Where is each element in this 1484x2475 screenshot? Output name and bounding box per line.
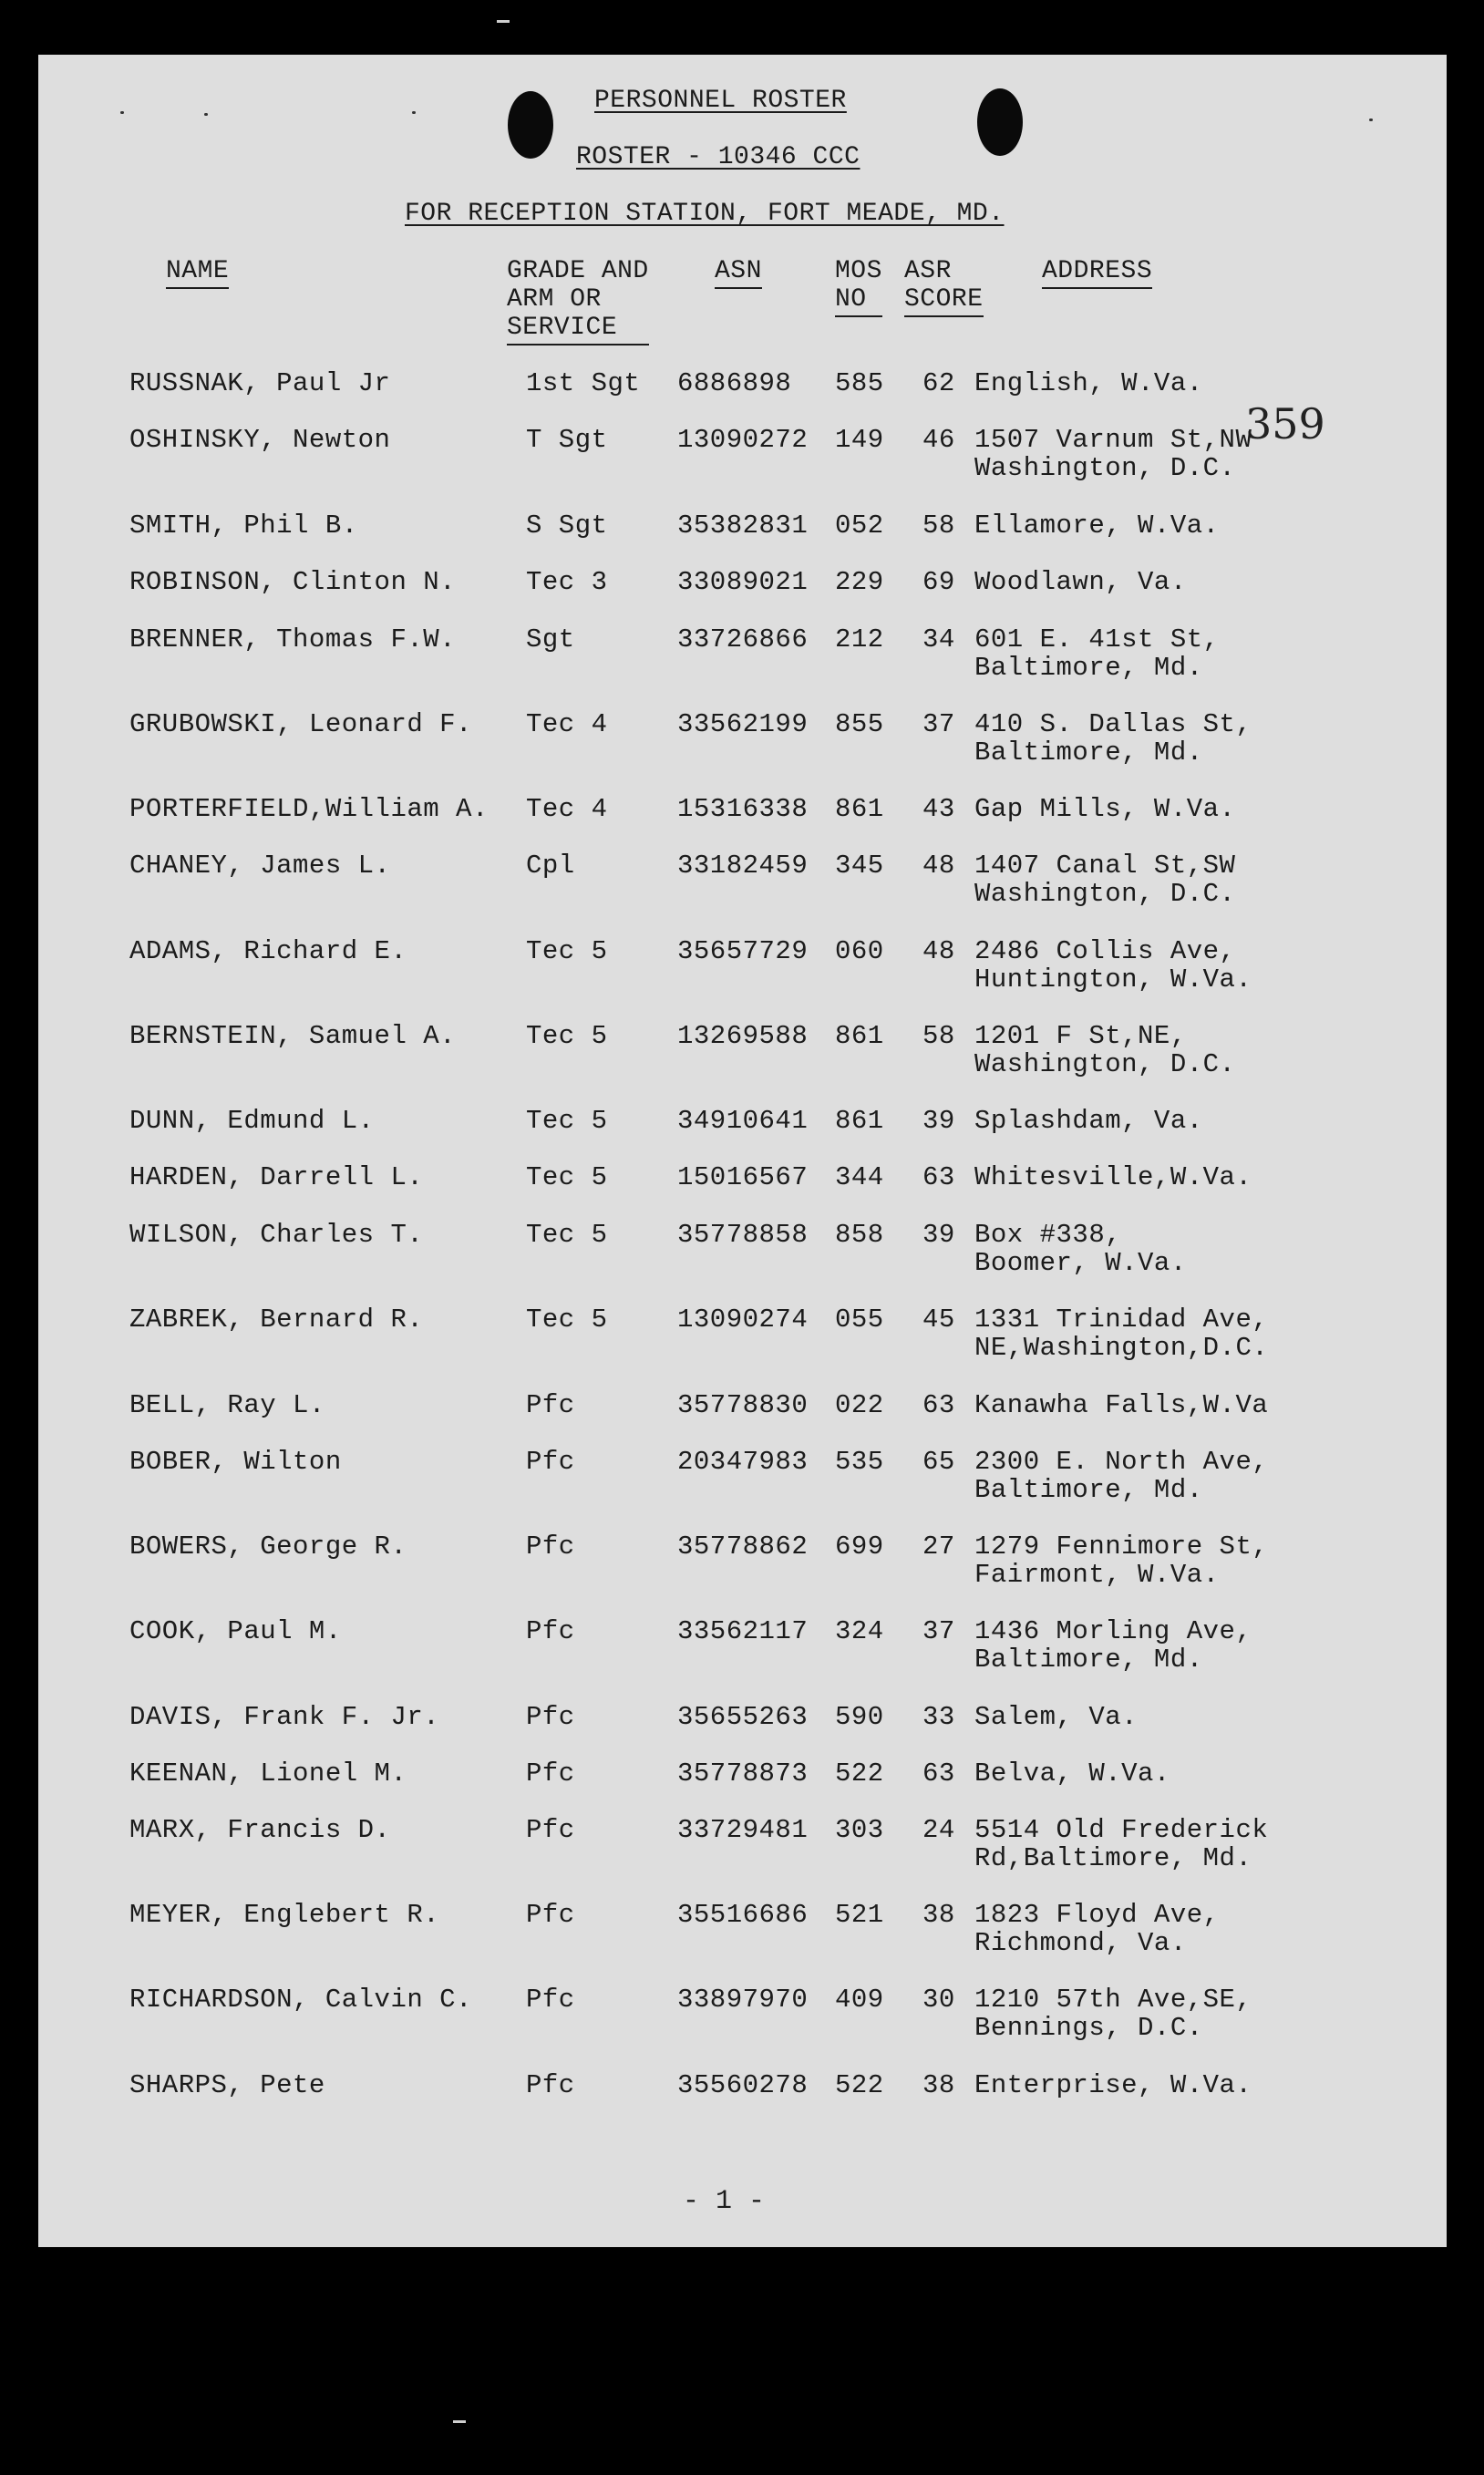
row-address (974, 1985, 1252, 2042)
row-name: BRENNER, Thomas F.W. (129, 624, 457, 655)
row-name: WILSON, Charles T. (129, 1220, 424, 1250)
address-line: 601 E. 41st St, (974, 624, 1220, 655)
col-header-address: ADDRESS (1042, 257, 1152, 285)
address-line: Whitesville,W.Va. (974, 1162, 1252, 1192)
paper-speck (412, 111, 416, 114)
row-asn: 35655263 (677, 1702, 809, 1732)
address-line: 1436 Morling Ave, (974, 1616, 1252, 1646)
table-row (38, 1532, 1447, 1589)
row-address (974, 1221, 1187, 1277)
row-asn: 35516686 (677, 1900, 809, 1930)
address-line: 1279 Fennimore St, (974, 1531, 1269, 1562)
row-grade: Tec 5 (526, 1106, 608, 1136)
row-asr-score: 38 (922, 1900, 955, 1930)
row-grade: Pfc (526, 1900, 575, 1930)
row-name: SHARPS, Pete (129, 2070, 325, 2100)
row-asn: 35778858 (677, 1220, 809, 1250)
margin-mark (453, 2420, 466, 2423)
row-grade: Pfc (526, 1390, 575, 1420)
row-asn: 35778830 (677, 1390, 809, 1420)
address-line: 1331 Trinidad Ave, (974, 1305, 1269, 1335)
table-row (38, 1305, 1447, 1362)
row-asn: 35778862 (677, 1531, 809, 1562)
row-asr-score: 39 (922, 1220, 955, 1250)
row-address (974, 2071, 1252, 2099)
address-line: 2486 Collis Ave, (974, 936, 1236, 966)
address-line: Splashdam, Va. (974, 1106, 1203, 1136)
row-asr-score: 45 (922, 1305, 955, 1335)
row-asn: 15016567 (677, 1162, 809, 1192)
table-row (38, 710, 1447, 767)
row-mos-no: 149 (835, 425, 884, 455)
table-row (38, 1022, 1447, 1078)
row-grade: Tec 5 (526, 936, 608, 966)
row-asn: 13090274 (677, 1305, 809, 1335)
row-name: MARX, Francis D. (129, 1815, 391, 1845)
table-row (38, 1163, 1447, 1220)
table-row (38, 1985, 1447, 2042)
address-line: Baltimore, Md. (974, 737, 1203, 768)
row-asn: 13269588 (677, 1021, 809, 1051)
row-address (974, 1448, 1268, 1504)
row-asr-score: 58 (922, 510, 955, 541)
address-line: Baltimore, Md. (974, 653, 1203, 683)
row-asr-score: 39 (922, 1106, 955, 1136)
table-row (38, 851, 1447, 908)
table-row (38, 625, 1447, 682)
row-grade: Pfc (526, 1531, 575, 1562)
row-asn: 33562117 (677, 1616, 809, 1646)
table-row (38, 511, 1447, 568)
row-name: RICHARDSON, Calvin C. (129, 1985, 472, 2015)
table-row (38, 1816, 1447, 1872)
row-asn: 15316338 (677, 794, 809, 824)
row-mos-no: 521 (835, 1900, 884, 1930)
row-address (974, 1703, 1138, 1731)
row-address (974, 1163, 1252, 1191)
row-grade: Pfc (526, 1616, 575, 1646)
table-row (38, 1221, 1447, 1277)
row-grade: Cpl (526, 851, 575, 881)
address-line: Richmond, Va. (974, 1928, 1187, 1958)
address-line: Washington, D.C. (974, 453, 1236, 483)
row-address (974, 1391, 1268, 1419)
address-line: Boomer, W.Va. (974, 1248, 1187, 1278)
row-asn: 13090272 (677, 425, 809, 455)
address-line: Fairmont, W.Va. (974, 1560, 1220, 1590)
table-row (38, 1759, 1447, 1816)
row-grade: Tec 4 (526, 794, 608, 824)
row-grade: Pfc (526, 1447, 575, 1477)
paper-speck (1369, 119, 1373, 121)
address-line: 2300 E. North Ave, (974, 1447, 1269, 1477)
table-row (38, 1617, 1447, 1674)
row-mos-no: 022 (835, 1390, 884, 1420)
row-mos-no: 861 (835, 794, 884, 824)
row-asr-score: 43 (922, 794, 955, 824)
row-name: BELL, Ray L. (129, 1390, 325, 1420)
row-asn: 33089021 (677, 567, 809, 597)
row-grade: Pfc (526, 1758, 575, 1789)
table-row (38, 1448, 1447, 1504)
row-address (974, 795, 1235, 823)
row-asr-score: 38 (922, 2070, 955, 2100)
row-mos-no: 055 (835, 1305, 884, 1335)
col-header-asr: ASR SCORE (904, 257, 984, 317)
row-address (974, 1617, 1252, 1674)
row-asr-score: 63 (922, 1758, 955, 1789)
row-name: ZABREK, Bernard R. (129, 1305, 424, 1335)
row-asn: 20347983 (677, 1447, 809, 1477)
row-asn: 33562199 (677, 709, 809, 739)
row-address (974, 625, 1220, 682)
row-mos-no: 585 (835, 368, 884, 398)
row-name: DUNN, Edmund L. (129, 1106, 375, 1136)
col-header-grade: GRADE AND ARM OR SERVICE (507, 257, 649, 345)
row-asr-score: 27 (922, 1531, 955, 1562)
address-line: 1407 Canal St,SW (974, 851, 1236, 881)
table-row (38, 795, 1447, 851)
row-grade: Tec 3 (526, 567, 608, 597)
row-name: CHANEY, James L. (129, 851, 391, 881)
row-grade: Pfc (526, 1985, 575, 2015)
margin-mark (497, 20, 510, 23)
row-mos-no: 344 (835, 1162, 884, 1192)
row-mos-no: 699 (835, 1531, 884, 1562)
table-row (38, 1107, 1447, 1163)
row-asr-score: 37 (922, 709, 955, 739)
address-line: 1507 Varnum St,NW (974, 425, 1252, 455)
row-grade: Tec 5 (526, 1220, 608, 1250)
page-number: - 1 - (683, 2186, 766, 2217)
address-line: Box #338, (974, 1220, 1122, 1250)
address-line: NE,Washington,D.C. (974, 1333, 1269, 1363)
address-line: Enterprise, W.Va. (974, 2070, 1252, 2100)
row-mos-no: 522 (835, 1758, 884, 1789)
row-address (974, 1901, 1220, 1957)
row-mos-no: 212 (835, 624, 884, 655)
row-asr-score: 63 (922, 1162, 955, 1192)
row-asn: 6886898 (677, 368, 792, 398)
row-asn: 35382831 (677, 510, 809, 541)
row-name: COOK, Paul M. (129, 1616, 342, 1646)
address-line: Huntington, W.Va. (974, 964, 1252, 995)
row-address (974, 710, 1252, 767)
address-line: 1201 F St,NE, (974, 1021, 1187, 1051)
address-line: 410 S. Dallas St, (974, 709, 1252, 739)
paper-speck (204, 113, 208, 116)
row-asr-score: 58 (922, 1021, 955, 1051)
row-grade: Tec 5 (526, 1162, 608, 1192)
row-grade: Pfc (526, 2070, 575, 2100)
row-grade: Tec 4 (526, 709, 608, 739)
row-mos-no: 861 (835, 1106, 884, 1136)
row-asr-score: 46 (922, 425, 955, 455)
row-asr-score: 63 (922, 1390, 955, 1420)
row-asn: 35657729 (677, 936, 809, 966)
row-name: BERNSTEIN, Samuel A. (129, 1021, 457, 1051)
row-asr-score: 48 (922, 851, 955, 881)
row-name: RUSSNAK, Paul Jr (129, 368, 391, 398)
table-row (38, 2071, 1447, 2128)
row-address (974, 937, 1252, 994)
address-line: Kanawha Falls,W.Va (974, 1390, 1269, 1420)
address-line: Gap Mills, W.Va. (974, 794, 1236, 824)
row-asr-score: 24 (922, 1815, 955, 1845)
row-mos-no: 861 (835, 1021, 884, 1051)
row-name: DAVIS, Frank F. Jr. (129, 1702, 440, 1732)
col-header-mos: MOS NO (835, 257, 882, 317)
table-row (38, 937, 1447, 994)
document-title: PERSONNEL ROSTER (594, 87, 847, 115)
row-asn: 35560278 (677, 2070, 809, 2100)
row-mos-no: 060 (835, 936, 884, 966)
row-address (974, 426, 1252, 482)
row-mos-no: 858 (835, 1220, 884, 1250)
row-asn: 33897970 (677, 1985, 809, 2015)
row-name: ADAMS, Richard E. (129, 936, 407, 966)
row-asn: 35778873 (677, 1758, 809, 1789)
row-asr-score: 34 (922, 624, 955, 655)
roster-id: ROSTER - 10346 CCC (576, 143, 861, 171)
row-mos-no: 409 (835, 1985, 884, 2015)
row-address (974, 851, 1235, 908)
row-mos-no: 052 (835, 510, 884, 541)
stamp-number: 359 (1245, 399, 1325, 449)
row-name: GRUBOWSKI, Leonard F. (129, 709, 472, 739)
address-line: Ellamore, W.Va. (974, 510, 1220, 541)
address-line: Rd,Baltimore, Md. (974, 1843, 1252, 1873)
address-line: 1210 57th Ave,SE, (974, 1985, 1252, 2015)
row-address (974, 1022, 1235, 1078)
punch-hole-right (977, 88, 1023, 156)
document-page (38, 55, 1447, 2247)
row-name: MEYER, Englebert R. (129, 1900, 440, 1930)
table-row (38, 369, 1447, 426)
address-line: Bennings, D.C. (974, 2013, 1203, 2043)
address-line: Washington, D.C. (974, 1049, 1236, 1079)
address-line: 5514 Old Frederick (974, 1815, 1269, 1845)
row-address (974, 1816, 1268, 1872)
row-name: BOBER, Wilton (129, 1447, 342, 1477)
row-address (974, 1759, 1170, 1788)
row-address (974, 1305, 1268, 1362)
address-line: Salem, Va. (974, 1702, 1139, 1732)
row-mos-no: 229 (835, 567, 884, 597)
col-header-name: NAME (166, 257, 229, 285)
row-asn: 33729481 (677, 1815, 809, 1845)
punch-hole-left (508, 91, 553, 159)
address-line: Baltimore, Md. (974, 1475, 1203, 1505)
row-name: SMITH, Phil B. (129, 510, 358, 541)
row-asn: 34910641 (677, 1106, 809, 1136)
row-grade: Sgt (526, 624, 575, 655)
address-line: Woodlawn, Va. (974, 567, 1187, 597)
row-asr-score: 69 (922, 567, 955, 597)
row-grade: S Sgt (526, 510, 608, 541)
row-name: ROBINSON, Clinton N. (129, 567, 457, 597)
table-row (38, 426, 1447, 482)
row-grade: Pfc (526, 1702, 575, 1732)
row-mos-no: 535 (835, 1447, 884, 1477)
address-line: English, W.Va. (974, 368, 1203, 398)
row-name: HARDEN, Darrell L. (129, 1162, 424, 1192)
row-grade: Tec 5 (526, 1305, 608, 1335)
row-asn: 33182459 (677, 851, 809, 881)
address-line: 1823 Floyd Ave, (974, 1900, 1220, 1930)
row-name: BOWERS, George R. (129, 1531, 407, 1562)
col-header-asn: ASN (715, 257, 762, 285)
row-mos-no: 324 (835, 1616, 884, 1646)
address-line: Washington, D.C. (974, 879, 1236, 909)
row-asr-score: 33 (922, 1702, 955, 1732)
row-mos-no: 590 (835, 1702, 884, 1732)
row-mos-no: 522 (835, 2070, 884, 2100)
row-asr-score: 48 (922, 936, 955, 966)
row-address (974, 511, 1220, 540)
row-grade: T Sgt (526, 425, 608, 455)
row-name: KEENAN, Lionel M. (129, 1758, 407, 1789)
table-row (38, 1703, 1447, 1759)
row-name: PORTERFIELD,William A. (129, 794, 489, 824)
row-mos-no: 345 (835, 851, 884, 881)
row-asr-score: 37 (922, 1616, 955, 1646)
row-mos-no: 855 (835, 709, 884, 739)
row-name: OSHINSKY, Newton (129, 425, 391, 455)
table-row (38, 1901, 1447, 1957)
row-grade: 1st Sgt (526, 368, 641, 398)
table-row (38, 1391, 1447, 1448)
row-grade: Tec 5 (526, 1021, 608, 1051)
row-address (974, 568, 1187, 596)
table-row (38, 568, 1447, 624)
paper-speck (120, 111, 124, 114)
row-address (974, 1532, 1268, 1589)
row-asr-score: 65 (922, 1447, 955, 1477)
address-line: Belva, W.Va. (974, 1758, 1170, 1789)
station-line: FOR RECEPTION STATION, FORT MEADE, MD. (405, 200, 1005, 228)
row-grade: Pfc (526, 1815, 575, 1845)
row-asr-score: 30 (922, 1985, 955, 2015)
row-asn: 33726866 (677, 624, 809, 655)
row-address (974, 1107, 1203, 1135)
row-address (974, 369, 1203, 397)
row-mos-no: 303 (835, 1815, 884, 1845)
row-asr-score: 62 (922, 368, 955, 398)
address-line: Baltimore, Md. (974, 1645, 1203, 1675)
